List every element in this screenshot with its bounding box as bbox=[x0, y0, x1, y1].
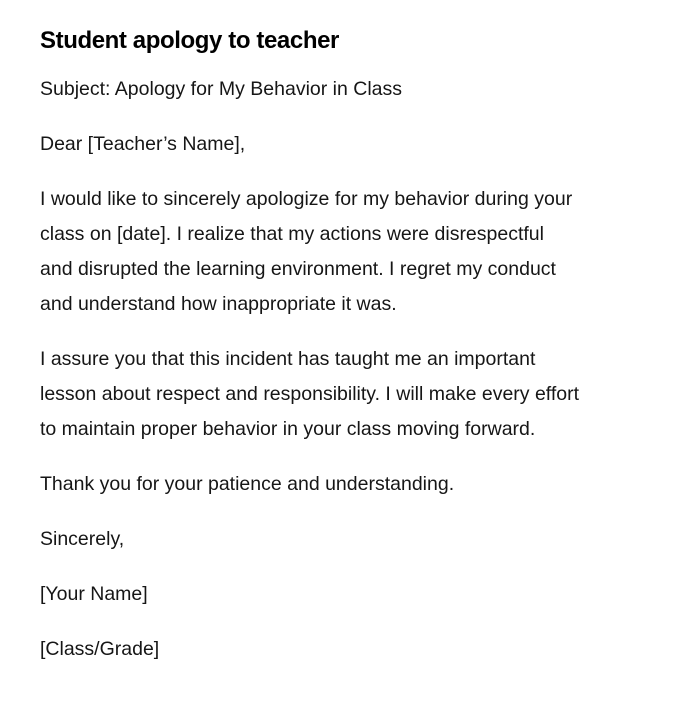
paragraph-line: class on [date]. I realize that my actions were disrespectful bbox=[40, 223, 544, 245]
closing: Sincerely, bbox=[40, 528, 125, 550]
body-paragraph-2 bbox=[40, 342, 650, 447]
page-title: Student apology to teacher bbox=[40, 27, 339, 54]
paragraph-line: and disrupted the learning environment. I regret my conduct bbox=[40, 258, 556, 280]
signature-name: [Your Name] bbox=[40, 583, 148, 605]
salutation: Dear [Teacher’s Name], bbox=[40, 133, 246, 155]
body-paragraph-1 bbox=[40, 182, 650, 322]
paragraph-line: lesson about respect and responsibility. I will make every effort bbox=[40, 383, 580, 405]
paragraph-line: and understand how inappropriate it was. bbox=[40, 293, 397, 315]
class-grade: [Class/Grade] bbox=[40, 638, 160, 660]
subject-line: Subject: Apology for My Behavior in Class bbox=[40, 78, 403, 100]
paragraph-line: to maintain proper behavior in your class moving forward. bbox=[40, 418, 536, 440]
thanks-line: Thank you for your patience and understanding. bbox=[40, 473, 455, 495]
paragraph-line: I assure you that this incident has taught me an important bbox=[40, 348, 536, 370]
paragraph-line: I would like to sincerely apologize for my behavior during your bbox=[40, 188, 573, 210]
